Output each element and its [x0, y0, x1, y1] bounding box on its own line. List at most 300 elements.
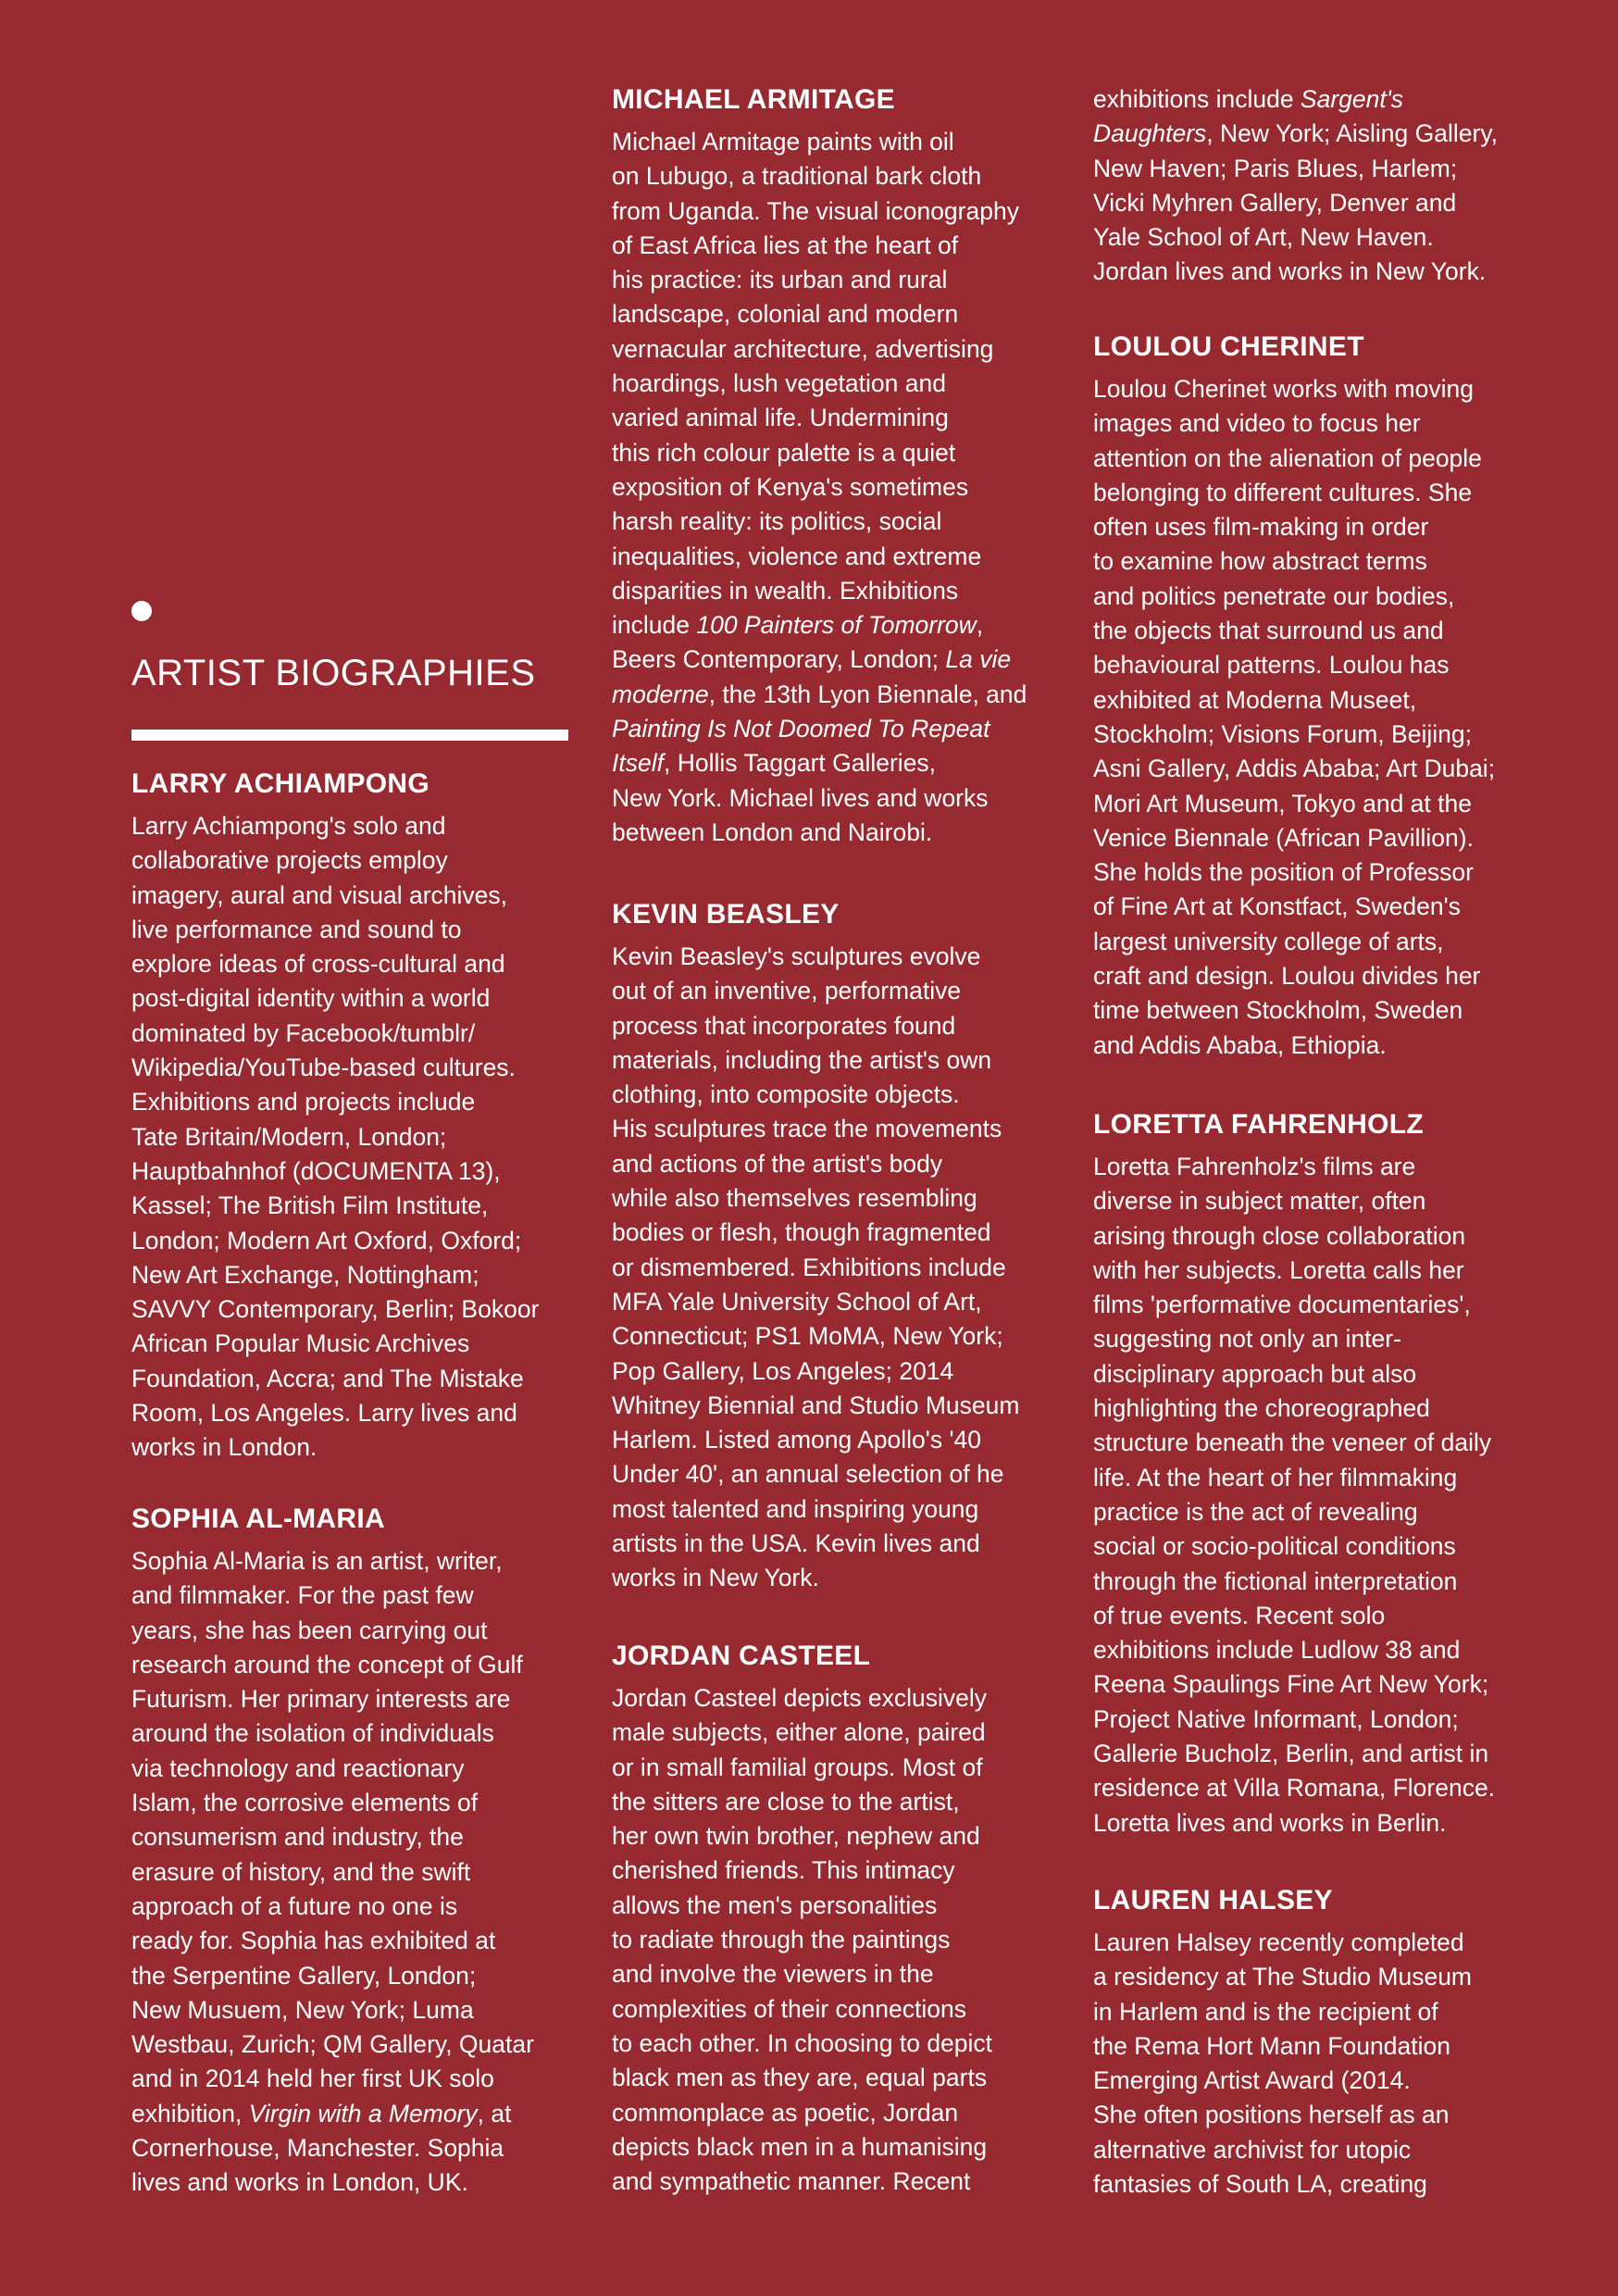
bio-line [612, 1285, 1056, 1319]
text-run: commonplace as poetic, Jordan [612, 2098, 959, 2127]
bio-line [131, 2028, 576, 2062]
bio-line [612, 974, 1056, 1008]
text-run: Loretta lives and works in Berlin. [1093, 1808, 1447, 1837]
bio-line [612, 332, 1056, 367]
text-run: of East Africa lies at the heart of [612, 231, 959, 259]
text-run: disparities in wealth. Exhibitions [612, 576, 959, 605]
text-run: She holds the position of Professor [1093, 858, 1474, 887]
bio-line [612, 1561, 1056, 1595]
text-run: Venice Biennale (African Pavillion). [1093, 823, 1474, 852]
bio-line [131, 1648, 576, 1682]
bio-line [1093, 372, 1556, 406]
bio-text [612, 940, 1056, 1596]
text-run: attention on the alienation of people [1093, 443, 1482, 472]
italic-title: Painting Is Not Doomed To Repeat [612, 715, 990, 743]
text-run: out of an inventive, performative [612, 977, 962, 1005]
text-run: , [976, 611, 984, 640]
text-run: Kassel; The British Film Institute, [131, 1192, 489, 1220]
bio-line [1093, 1599, 1556, 1633]
bio-line [1093, 1667, 1556, 1702]
text-run: hoardings, lush vegetation and [612, 369, 946, 398]
bio-line [131, 1752, 576, 1786]
text-run: Harlem. Listed among Apollo's '40 [612, 1426, 982, 1454]
text-run: dominated by Facebook/tumblr/ [131, 1018, 476, 1047]
bio-line [1093, 544, 1556, 579]
italic-title: Daughters [1093, 119, 1207, 148]
bio-line [131, 2165, 576, 2200]
bio-line [131, 947, 576, 981]
bio-line [612, 1716, 1056, 1750]
text-run: her own twin brother, nephew and [612, 1822, 980, 1851]
text-run: harsh reality: its politics, social [612, 507, 942, 536]
text-run: Under 40', an annual selection of he [612, 1460, 1004, 1489]
text-run: New Art Exchange, Nottingham; [131, 1260, 479, 1289]
text-run: collaborative projects employ [131, 846, 448, 875]
bio-line [131, 1258, 576, 1292]
text-run: highlighting the choreographed [1093, 1394, 1430, 1423]
bio-line [1093, 220, 1556, 255]
text-run: male subjects, either alone, paired [612, 1718, 986, 1747]
text-run: this rich colour palette is a quiet [612, 438, 956, 467]
bio-line [131, 1051, 576, 1085]
text-run: include [612, 611, 697, 640]
text-run: disciplinary approach but also [1093, 1359, 1417, 1388]
text-run: Room, Los Angeles. Larry lives and [131, 1399, 517, 1428]
bio-line [1093, 959, 1556, 993]
bio-line [1093, 1150, 1556, 1184]
text-run: arising through close collaboration [1093, 1221, 1466, 1250]
bio-line [1093, 406, 1556, 441]
bio-line [612, 816, 1056, 850]
bio-line [1093, 1565, 1556, 1599]
text-run: Vicki Myhren Gallery, Denver and [1093, 188, 1457, 217]
text-run: Kevin Beasley's sculptures evolve [612, 942, 981, 970]
text-run: exhibitions include Ludlow 38 and [1093, 1636, 1461, 1665]
text-run: landscape, colonial and modern [612, 300, 959, 329]
text-run: His sculptures trace the movements [612, 1115, 1002, 1143]
bio-line [1093, 580, 1556, 614]
bio-larry-achiampong [131, 767, 576, 1466]
text-run: lives and works in London, UK. [131, 2168, 468, 2197]
bio-line [612, 1923, 1056, 1957]
text-run: Yale School of Art, New Haven. [1093, 223, 1434, 252]
text-run: process that incorporates found [612, 1011, 956, 1040]
text-run: while also themselves resembling [612, 1184, 977, 1213]
bio-line [612, 1319, 1056, 1354]
bio-line [612, 1112, 1056, 1146]
text-run: allows the men's personalities [612, 1890, 938, 1919]
bio-line [1093, 614, 1556, 648]
text-run: ready for. Sophia has exhibited at [131, 1927, 496, 1955]
text-run: depicts black men in a humanising [612, 2132, 988, 2161]
bio-line [612, 436, 1056, 470]
bio-text [612, 1681, 1056, 2199]
text-run: Stockholm; Visions Forum, Beijing; [1093, 719, 1472, 748]
bio-line [1093, 1029, 1556, 1063]
bio-line [612, 608, 1056, 643]
title-divider [131, 730, 568, 741]
bio-line [612, 263, 1056, 297]
bio-line [612, 1751, 1056, 1785]
text-run: New Musuem, New York; Luma [131, 1995, 474, 2024]
bio-line [1093, 186, 1556, 220]
bio-line [1093, 442, 1556, 476]
text-run: and politics penetrate our bodies, [1093, 581, 1455, 610]
text-run: exhibited at Moderna Museet, [1093, 685, 1417, 714]
bio-line [612, 1251, 1056, 1285]
bio-kevin-beasley [612, 897, 1056, 1596]
bio-line [1093, 1960, 1556, 1994]
bio-text [131, 1544, 576, 2201]
bio-line [1093, 1461, 1556, 1495]
text-run: of Fine Art at Konstfact, Sweden's [1093, 892, 1461, 921]
bio-line [1093, 1322, 1556, 1356]
text-run: and Addis Ababa, Ethiopia. [1093, 1030, 1387, 1059]
bio-line [612, 1681, 1056, 1716]
bio-line [612, 1181, 1056, 1216]
bio-line [612, 1957, 1056, 1991]
bio-line [612, 1527, 1056, 1561]
text-run: imagery, aural and visual archives, [131, 880, 508, 909]
bio-name: MICHAEL ARMITAGE [612, 84, 895, 115]
bio-loulou-cherinet [1093, 330, 1556, 1063]
text-run: Wikipedia/YouTube-based cultures. [131, 1054, 516, 1082]
bio-line [612, 712, 1056, 746]
bio-line [1093, 1184, 1556, 1218]
text-run: Connecticut; PS1 MoMA, New York; [612, 1322, 1003, 1351]
bio-line [1093, 1737, 1556, 1771]
bio-line [1093, 476, 1556, 510]
bio-line [131, 809, 576, 843]
bio-text [612, 125, 1056, 850]
bio-name: LORETTA FAHRENHOLZ [1093, 1109, 1425, 1140]
text-run: his practice: its urban and rural [612, 266, 948, 294]
bio-line [612, 1354, 1056, 1389]
text-run: Beers Contemporary, London; [612, 645, 946, 674]
bio-line [1093, 683, 1556, 718]
bio-text [1093, 1926, 1556, 2202]
bio-line [1093, 890, 1556, 924]
bio-line [612, 367, 1056, 401]
bio-line [131, 1959, 576, 1993]
bio-line [612, 1009, 1056, 1043]
text-run: Westbau, Zurich; QM Gallery, Quatar [131, 2030, 534, 2059]
text-run: years, she has been carrying out [131, 1616, 488, 1644]
bio-line [131, 1820, 576, 1854]
text-run: Pop Gallery, Los Angeles; 2014 [612, 1356, 954, 1385]
text-run: , Hollis Taggart Galleries, [663, 749, 937, 778]
text-run: Whitney Biennial and Studio Museum [612, 1391, 1020, 1419]
text-run: to each other. In choosing to depict [612, 2028, 993, 2057]
bio-line [131, 1786, 576, 1820]
bio-line [1093, 1529, 1556, 1564]
text-run: Project Native Informant, London; [1093, 1704, 1459, 1733]
bio-line [131, 1924, 576, 1958]
bio-line [131, 2131, 576, 2165]
bio-line [1093, 255, 1556, 289]
bio-line [612, 2130, 1056, 2165]
text-run: Futurism. Her primary interests are [131, 1685, 511, 1714]
text-run: complexities of their connections [612, 1994, 966, 2023]
text-run: suggesting not only an inter- [1093, 1325, 1401, 1354]
text-run: Jordan Casteel depicts exclusively [612, 1684, 988, 1712]
text-run: with her subjects. Loretta calls her [1093, 1255, 1464, 1284]
bio-line [1093, 1806, 1556, 1841]
text-run: exhibition, [131, 2099, 249, 2128]
bio-line [131, 1396, 576, 1430]
bio-line [1093, 1633, 1556, 1667]
bio-line [612, 940, 1056, 974]
page-title: ARTIST BIOGRAPHIES [131, 653, 536, 693]
text-run: social or socio-political conditions [1093, 1532, 1456, 1561]
bio-line [1093, 2167, 1556, 2202]
bio-line [131, 1430, 576, 1465]
text-run: alternative archivist for utopic [1093, 2135, 1412, 2164]
text-run: SAVVY Contemporary, Berlin; Bokoor [131, 1295, 540, 1324]
text-run: via technology and reactionary [131, 1753, 465, 1782]
text-run: exhibitions include [1093, 85, 1301, 113]
bio-line [612, 2165, 1056, 2199]
text-run: often uses film-making in order [1093, 513, 1429, 542]
bio-lauren-halsey [1093, 1883, 1556, 2202]
text-run: London; Modern Art Oxford, Oxford; [131, 1226, 522, 1254]
bio-name: LARRY ACHIAMPONG [131, 768, 430, 799]
bio-line [612, 1819, 1056, 1853]
text-run: films 'performative documentaries', [1093, 1291, 1471, 1319]
bio-line [1093, 821, 1556, 855]
text-run: Foundation, Accra; and The Mistake [131, 1364, 524, 1392]
text-run: research around the concept of Gulf [131, 1650, 523, 1678]
text-run: Tate Britain/Modern, London; [131, 1122, 447, 1151]
text-run: cherished friends. This intimacy [612, 1856, 955, 1885]
text-run: clothing, into composite objects. [612, 1080, 960, 1109]
text-run: belonging to different cultures. She [1093, 478, 1473, 506]
bio-line [612, 1785, 1056, 1819]
bio-line [1093, 152, 1556, 186]
text-run: from Uganda. The visual iconography [612, 196, 1019, 225]
bio-line [1093, 1391, 1556, 1426]
bio-line [131, 1154, 576, 1189]
bio-line [612, 540, 1056, 574]
bio-line [612, 470, 1056, 505]
text-run: She often positions herself as an [1093, 2101, 1450, 2129]
text-run: craft and design. Loulou divides her [1093, 962, 1481, 991]
bio-line [612, 297, 1056, 331]
text-run: through the fictional interpretation [1093, 1566, 1458, 1595]
bio-name: JORDAN CASTEEL [612, 1641, 871, 1671]
text-run: and involve the viewers in the [612, 1960, 934, 1989]
bio-line [612, 678, 1056, 712]
bio-line [131, 1682, 576, 1716]
text-run: and filmmaker. For the past few [131, 1581, 474, 1610]
text-run: consumerism and industry, the [131, 1823, 464, 1852]
bio-line [131, 1120, 576, 1154]
italic-title: Sargent's [1300, 85, 1404, 113]
text-run: Exhibitions and projects include [131, 1088, 476, 1117]
text-run: Reena Spaulings Fine Art New York; [1093, 1670, 1489, 1699]
bio-line [1093, 1926, 1556, 1960]
bio-name: KEVIN BEASLEY [612, 899, 840, 930]
bio-line [612, 229, 1056, 263]
text-run: Loretta Fahrenholz's films are [1093, 1153, 1416, 1180]
bio-text [1093, 1150, 1556, 1841]
text-run: materials, including the artist's own [612, 1045, 992, 1074]
bio-line [1093, 1288, 1556, 1322]
text-run: African Popular Music Archives [131, 1329, 470, 1358]
bio-line [612, 1889, 1056, 1923]
bio-line [1093, 82, 1556, 117]
text-run: practice is the act of revealing [1093, 1497, 1418, 1526]
text-run: erasure of history, and the swift [131, 1857, 471, 1886]
text-run: or dismembered. Exhibitions include [612, 1253, 1006, 1281]
bio-line [1093, 1771, 1556, 1805]
text-run: explore ideas of cross-cultural and [131, 950, 505, 979]
bio-line [1093, 2029, 1556, 2064]
text-run: Sophia Al-Maria is an artist, writer, [131, 1547, 503, 1575]
bio-michael-armitage [612, 82, 1056, 850]
text-run: on Lubugo, a traditional bark cloth [612, 162, 982, 191]
bio-line [612, 1216, 1056, 1250]
text-run: Michael Armitage paints with oil [612, 128, 954, 156]
bio-line [612, 1043, 1056, 1078]
text-run: and sympathetic manner. Recent [612, 2167, 971, 2196]
bio-line [612, 1389, 1056, 1423]
bio-line [612, 2027, 1056, 2061]
bio-line [1093, 993, 1556, 1028]
bio-line [131, 1544, 576, 1578]
italic-title: Itself [612, 749, 664, 778]
bio-line [612, 1853, 1056, 1888]
text-run: vernacular architecture, advertising [612, 334, 994, 363]
bio-loretta-fahrenholz [1093, 1107, 1556, 1841]
text-run: exposition of Kenya's sometimes [612, 472, 969, 501]
bio-line [612, 1078, 1056, 1112]
bio-jordan-casteel [612, 1639, 1056, 2199]
text-run: Larry Achiampong's solo and [131, 812, 446, 840]
bio-text [131, 809, 576, 1466]
bio-line [1093, 787, 1556, 821]
bio-line [1093, 1219, 1556, 1254]
bio-line [1093, 510, 1556, 544]
text-run: in Harlem and is the recipient of [1093, 1997, 1438, 2026]
bio-line [131, 1614, 576, 1648]
bio-line [131, 1327, 576, 1361]
text-run: or in small familial groups. Most of [612, 1753, 983, 1781]
text-run: Islam, the corrosive elements of [131, 1789, 479, 1817]
text-run: Hauptbahnhof (dOCUMENTA 13), [131, 1156, 501, 1185]
bio-line [131, 1855, 576, 1890]
text-run: Asni Gallery, Addis Ababa; Art Dubai; [1093, 755, 1496, 783]
text-run: works in London. [131, 1433, 317, 1462]
bio-line [1093, 1357, 1556, 1391]
bio-sophia-al-maria [131, 1502, 576, 2201]
text-run: of true events. Recent solo [1093, 1601, 1386, 1629]
bio-line [612, 2061, 1056, 2095]
text-run: Jordan lives and works in New York. [1093, 257, 1487, 286]
text-run: Cornerhouse, Manchester. Sophia [131, 2134, 504, 2163]
bio-line [1093, 2098, 1556, 2132]
text-run: to radiate through the paintings [612, 1926, 951, 1954]
bio-line [131, 1578, 576, 1613]
text-run: Emerging Artist Award (2014. [1093, 2066, 1411, 2095]
bio-line [131, 2097, 576, 2131]
text-run: the sitters are close to the artist, [612, 1787, 960, 1816]
bio-line [612, 505, 1056, 539]
text-run: time between Stockholm, Sweden [1093, 996, 1463, 1025]
bio-jordan-casteel-continued [1093, 82, 1556, 290]
text-run: around the isolation of individuals [131, 1719, 494, 1748]
text-run: New Haven; Paris Blues, Harlem; [1093, 154, 1458, 182]
bio-text [1093, 372, 1556, 1063]
text-run: between London and Nairobi. [612, 817, 933, 846]
bio-line [131, 981, 576, 1016]
text-run: the Serpentine Gallery, London; [131, 1961, 477, 1990]
text-run: images and video to focus her [1093, 409, 1421, 438]
bio-line [1093, 648, 1556, 682]
bio-line [612, 1423, 1056, 1457]
bio-line [131, 1890, 576, 1924]
bio-line [131, 1224, 576, 1258]
bio-line [131, 2062, 576, 2096]
text-run: live performance and sound to [131, 915, 462, 943]
text-run: Gallerie Bucholz, Berlin, and artist in [1093, 1740, 1489, 1768]
bio-line [1093, 752, 1556, 786]
bio-line [1093, 718, 1556, 752]
text-run: to examine how abstract terms [1093, 547, 1427, 576]
bio-line [1093, 1495, 1556, 1529]
bio-line [612, 194, 1056, 229]
bio-line [1093, 117, 1556, 151]
text-run: Lauren Halsey recently completed [1093, 1928, 1464, 1956]
bio-line [612, 2096, 1056, 2130]
text-run: the objects that surround us and [1093, 617, 1444, 645]
bio-line [1093, 855, 1556, 890]
text-run: bodies or flesh, though fragmented [612, 1218, 991, 1247]
bio-line [131, 1017, 576, 1051]
bio-line [131, 1292, 576, 1327]
bio-line [131, 1362, 576, 1396]
bio-line [1093, 1426, 1556, 1460]
bio-line [612, 1457, 1056, 1491]
text-run: structure beneath the veneer of daily [1093, 1429, 1492, 1457]
text-run: approach of a future no one is [131, 1891, 458, 1920]
text-run: post-digital identity within a world [131, 984, 491, 1013]
bio-text [1093, 82, 1556, 290]
text-run: Loulou Cherinet works with moving [1093, 375, 1474, 403]
text-run: fantasies of South LA, creating [1093, 2170, 1427, 2199]
bio-line [612, 401, 1056, 435]
bio-line [612, 643, 1056, 677]
text-run: residence at Villa Romana, Florence. [1093, 1774, 1496, 1803]
italic-title: La vie [945, 645, 1012, 674]
bio-line [1093, 1254, 1556, 1288]
bio-name: LOULOU CHERINET [1093, 331, 1364, 362]
text-run: Mori Art Museum, Tokyo and at the [1093, 789, 1472, 817]
bio-line [612, 1992, 1056, 2027]
bio-line [1093, 2133, 1556, 2167]
text-run: , New York; Aisling Gallery, [1206, 119, 1498, 148]
text-run: , at [477, 2099, 512, 2128]
text-run: largest university college of arts, [1093, 927, 1444, 955]
text-run: MFA Yale University School of Art, [612, 1287, 982, 1316]
italic-title: Virgin with a Memory [248, 2099, 478, 2128]
text-run: and in 2014 held her first UK solo [131, 2065, 494, 2093]
bio-line [131, 879, 576, 913]
bio-name: SOPHIA AL-MARIA [131, 1504, 385, 1534]
bio-line [1093, 1703, 1556, 1737]
bio-line [131, 1993, 576, 2028]
bio-line [1093, 925, 1556, 959]
